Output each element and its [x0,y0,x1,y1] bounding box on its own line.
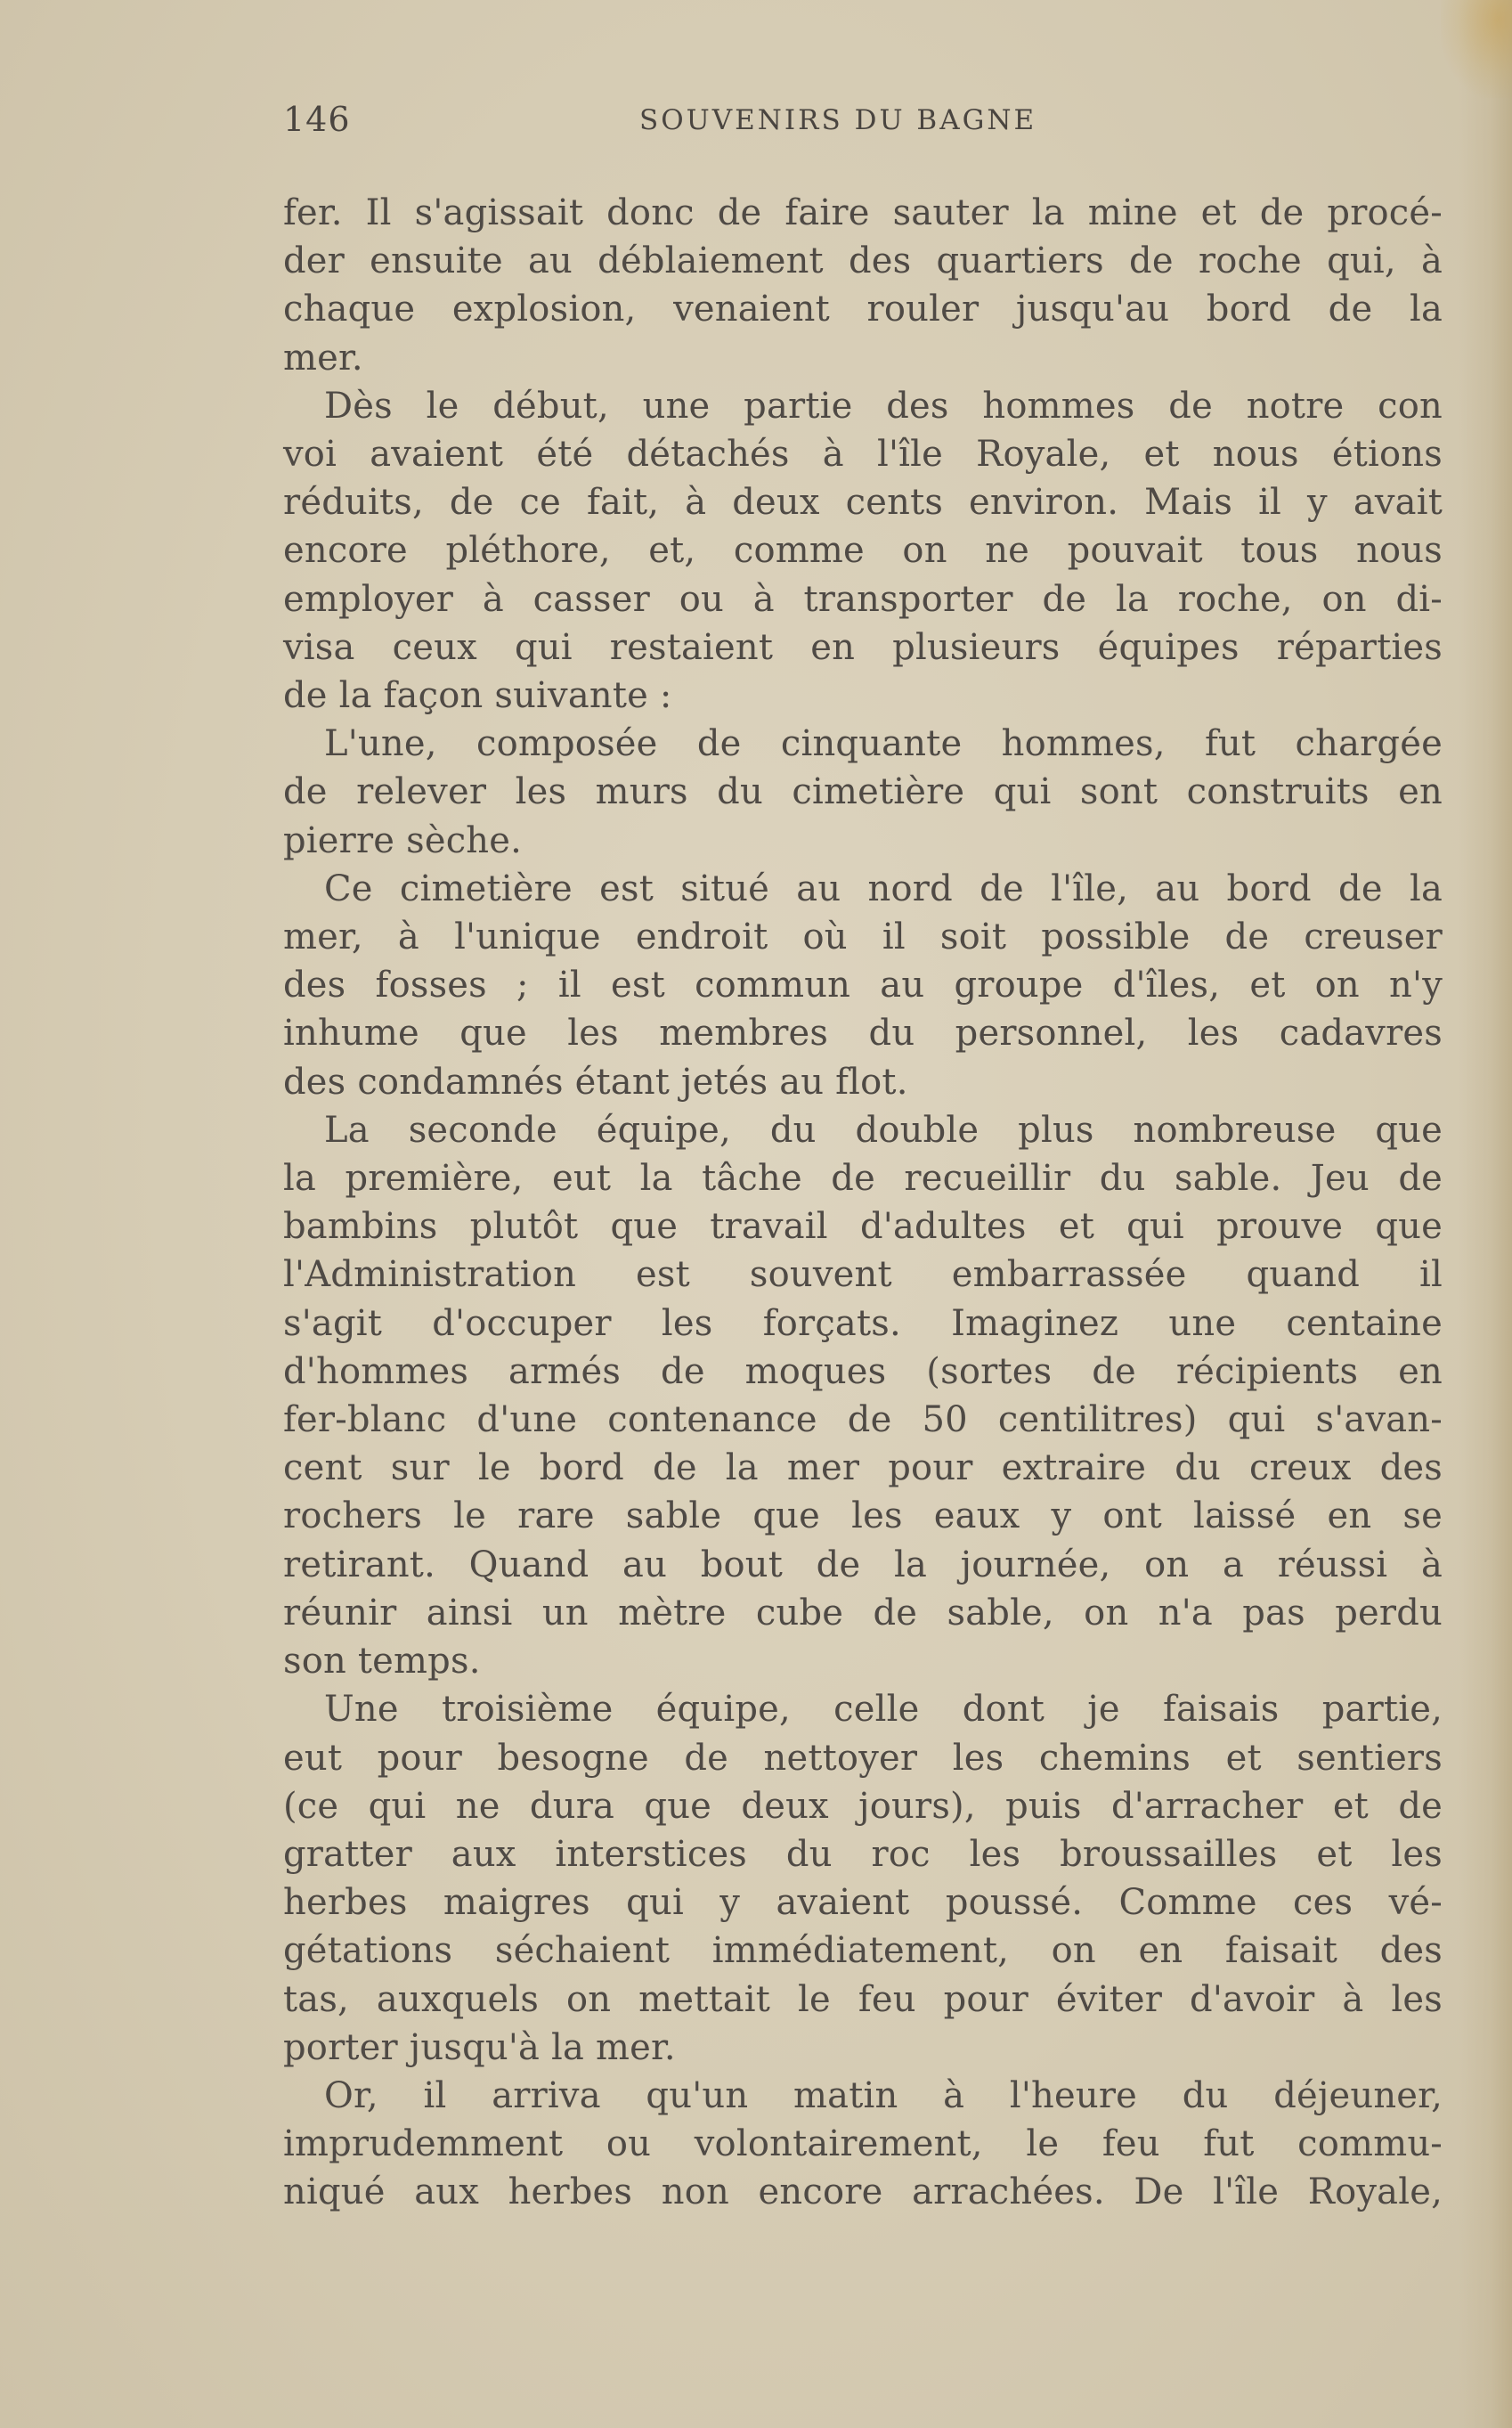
page-number: 146 [283,100,351,139]
text-line: pierre sèche. [283,819,523,861]
text-line: de relever les murs du cimetière qui sont construits en [283,771,1443,813]
text-line: Ce cimetière est situé au nord de l'île, au bord de la [324,868,1443,909]
text-line: imprudemment ou volontairement, le feu fut commu- [283,2123,1443,2165]
text-line: s'agit d'occuper les forçats. Imaginez une centaine [283,1302,1443,1344]
body-text [283,189,1443,2217]
text-line: gétations séchaient immédiatement, on en faisait des [283,1930,1443,1972]
text-line: inhume que les membres du personnel, les cadavres [283,1013,1443,1055]
text-line: réduits, de ce fait, à deux cents environ. Mais il y avait [283,482,1443,524]
text-line: gratter aux interstices du roc les broussailles et les [283,1833,1443,1875]
text-line: réunir ainsi un mètre cube de sable, on n'a pas perdu [283,1592,1443,1634]
text-line: encore pléthore, et, comme on ne pouvait tous nous [283,530,1443,572]
text-line: herbes maigres qui y avaient poussé. Comme ces vé- [283,1882,1443,1924]
page-header [283,100,1441,144]
running-title: SOUVENIRS DU BAGNE [639,104,1037,136]
text-line: mer. [283,337,363,379]
text-line: niqué aux herbes non encore arrachées. De l'île Royale, [283,2171,1443,2213]
text-line: Une troisième équipe, celle dont je faisais partie, [324,1689,1443,1731]
text-line: fer-blanc d'une contenance de 50 centilitres) qui s'avan- [283,1399,1443,1441]
text-line: Or, il arriva qu'un matin à l'heure du déjeuner, [324,2074,1443,2116]
text-line: des condamnés étant jetés au flot. [283,1061,908,1103]
text-line: (ce qui ne dura que deux jours), puis d'arracher et de [283,1785,1443,1827]
text-line: fer. Il s'agissait donc de faire sauter la mine et de procé- [283,192,1443,233]
text-line: de la façon suivante : [283,675,672,717]
text-line: retirant. Quand au bout de la journée, on a réussi à [283,1544,1443,1585]
text-line: Dès le début, une partie des hommes de notre con [324,385,1443,427]
text-line: l'Administration est souvent embarrassée quand il [283,1254,1443,1296]
text-line: voi avaient été détachés à l'île Royale, et nous étions [283,434,1443,476]
text-line: employer à casser ou à transporter de la roche, on di- [283,578,1443,620]
text-line: visa ceux qui restaient en plusieurs équipes réparties [283,626,1443,668]
text-line: chaque explosion, venaient rouler jusqu'au bord de la [283,289,1443,330]
text-line: mer, à l'unique endroit où il soit possible de creuser [283,917,1443,958]
text-line: son temps. [283,1641,481,1682]
page-edge-shadow [1459,0,1512,2428]
text-line: rochers le rare sable que les eaux y ont laissé en se [283,1495,1443,1537]
text-line: La seconde équipe, du double plus nombreuse que [324,1109,1443,1151]
text-line: tas, auxquels on mettait le feu pour éviter d'avoir à les [283,1978,1443,2020]
text-line: L'une, composée de cinquante hommes, fut chargée [324,723,1443,765]
text-line: des fosses ; il est commun au groupe d'îles, et on n'y [283,965,1443,1006]
text-line: porter jusqu'à la mer. [283,2026,676,2068]
text-line: der ensuite au déblaiement des quartiers de roche qui, à [283,240,1443,282]
text-line: eut pour besogne de nettoyer les chemins et sentiers [283,1737,1443,1779]
text-line: bambins plutôt que travail d'adultes et qui prouve que [283,1206,1443,1248]
text-line: d'hommes armés de moques (sortes de récipients en [283,1350,1443,1392]
text-line: cent sur le bord de la mer pour extraire du creux des [283,1447,1443,1489]
corner-stain [1441,0,1512,98]
text-line: la première, eut la tâche de recueillir du sable. Jeu de [283,1158,1443,1200]
